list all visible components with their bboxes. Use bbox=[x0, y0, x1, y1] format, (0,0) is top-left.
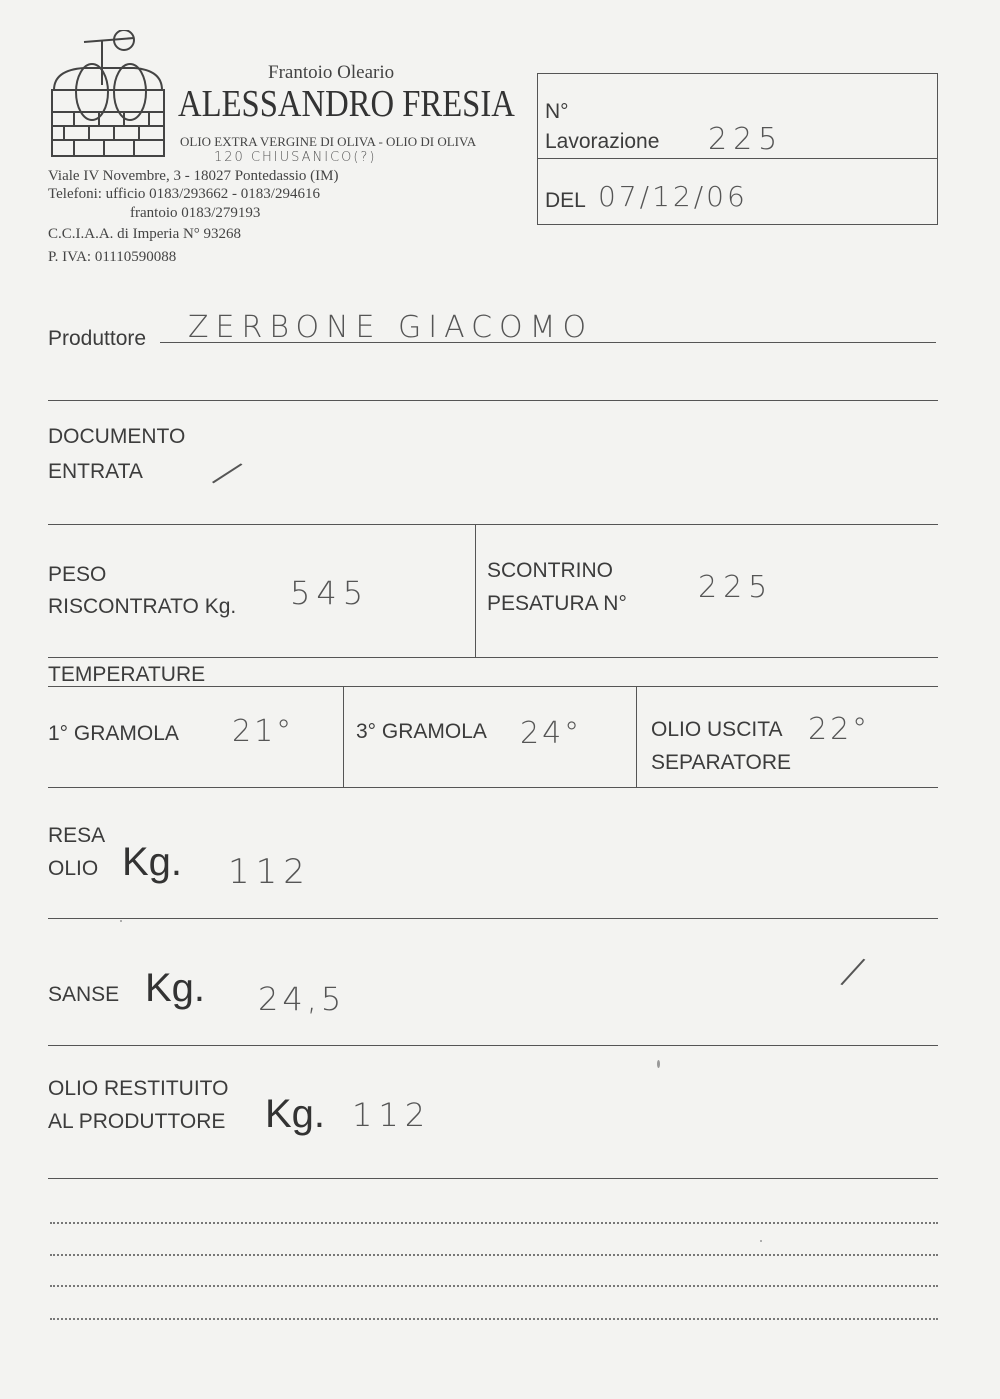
temperature-line bbox=[48, 686, 938, 687]
scontrino-label: SCONTRINO bbox=[487, 559, 613, 582]
resa-value: 112 bbox=[228, 852, 311, 892]
separatore-value: 22° bbox=[808, 712, 871, 747]
column-divider bbox=[475, 524, 476, 657]
peso-value: 545 bbox=[290, 574, 370, 612]
sanse-label: SANSE bbox=[48, 983, 120, 1006]
peso-label: PESO bbox=[48, 563, 107, 586]
scontrino-value: 225 bbox=[698, 570, 774, 605]
company-name: ALESSANDRO FRESIA bbox=[178, 83, 515, 125]
produttore-line bbox=[160, 342, 936, 343]
sanse-value: 24,5 bbox=[258, 980, 346, 1018]
produttore-value: ZERBONE GIACOMO bbox=[188, 310, 594, 345]
note-line bbox=[50, 1222, 938, 1224]
phone-office: Telefoni: ufficio 0183/293662 - 0183/294616 bbox=[48, 186, 320, 202]
scan-speck bbox=[120, 920, 122, 922]
al-produttore-label: AL PRODUTTORE bbox=[48, 1110, 226, 1133]
gramola3-label: 3° GRAMOLA bbox=[356, 720, 487, 743]
documento-label: DOCUMENTO bbox=[48, 425, 186, 448]
documento-value: / bbox=[207, 451, 252, 499]
restituito-label: OLIO RESTITUITO bbox=[48, 1077, 229, 1100]
sanse-mark: / bbox=[837, 948, 875, 998]
section-line bbox=[48, 787, 938, 788]
produttore-label: Produttore bbox=[48, 327, 147, 350]
section-line bbox=[48, 524, 938, 525]
separator-line bbox=[48, 400, 938, 401]
products-line: OLIO EXTRA VERGINE DI OLIVA - OLIO DI OLIVA bbox=[180, 134, 477, 149]
resa-label: RESA bbox=[48, 824, 106, 847]
temperature-heading: TEMPERATURE bbox=[48, 663, 206, 686]
scan-speck bbox=[657, 1060, 660, 1068]
restituito-unit: Kg. bbox=[265, 1092, 326, 1136]
riscontrato-label: RISCONTRATO Kg. bbox=[48, 595, 237, 618]
olio-uscita-label: OLIO USCITA bbox=[651, 718, 783, 741]
olio-label: OLIO bbox=[48, 857, 99, 880]
olive-mill-logo-icon bbox=[44, 30, 174, 165]
separatore-label: SEPARATORE bbox=[651, 751, 792, 774]
section-line bbox=[48, 918, 938, 919]
pesatura-label: PESATURA N° bbox=[487, 592, 627, 615]
lavorazione-label: Lavorazione bbox=[545, 130, 660, 153]
del-label: DEL bbox=[545, 189, 586, 212]
vat-number: P. IVA: 01110590088 bbox=[48, 249, 177, 265]
handwritten-note: 120 CHIUSANICO(?) bbox=[214, 150, 377, 165]
restituito-value: 112 bbox=[352, 1096, 432, 1134]
cciaa-number: C.C.I.A.A. di Imperia N° 93268 bbox=[48, 226, 242, 242]
del-date-value: 07/12/06 bbox=[598, 180, 748, 213]
note-line bbox=[50, 1285, 938, 1287]
phone-mill: frantoio 0183/279193 bbox=[130, 205, 261, 221]
scan-speck bbox=[760, 1240, 762, 1242]
section-line bbox=[48, 1178, 938, 1179]
gramola1-label: 1° GRAMOLA bbox=[48, 722, 179, 745]
column-divider bbox=[636, 686, 637, 787]
section-line bbox=[48, 657, 938, 658]
resa-unit: Kg. bbox=[122, 840, 183, 884]
section-line bbox=[48, 1045, 938, 1046]
header-subtitle: Frantoio Oleario bbox=[268, 62, 395, 83]
gramola1-value: 21° bbox=[232, 714, 295, 749]
note-line bbox=[50, 1318, 938, 1320]
entrata-label: ENTRATA bbox=[48, 460, 143, 483]
lavorazione-value: 225 bbox=[708, 122, 784, 157]
note-line bbox=[50, 1254, 938, 1256]
column-divider bbox=[343, 686, 344, 787]
no-label: N° bbox=[545, 100, 569, 123]
address: Viale IV Novembre, 3 - 18027 Pontedassio (IM) bbox=[48, 168, 339, 184]
gramola3-value: 24° bbox=[520, 716, 583, 751]
sanse-unit: Kg. bbox=[145, 966, 206, 1010]
